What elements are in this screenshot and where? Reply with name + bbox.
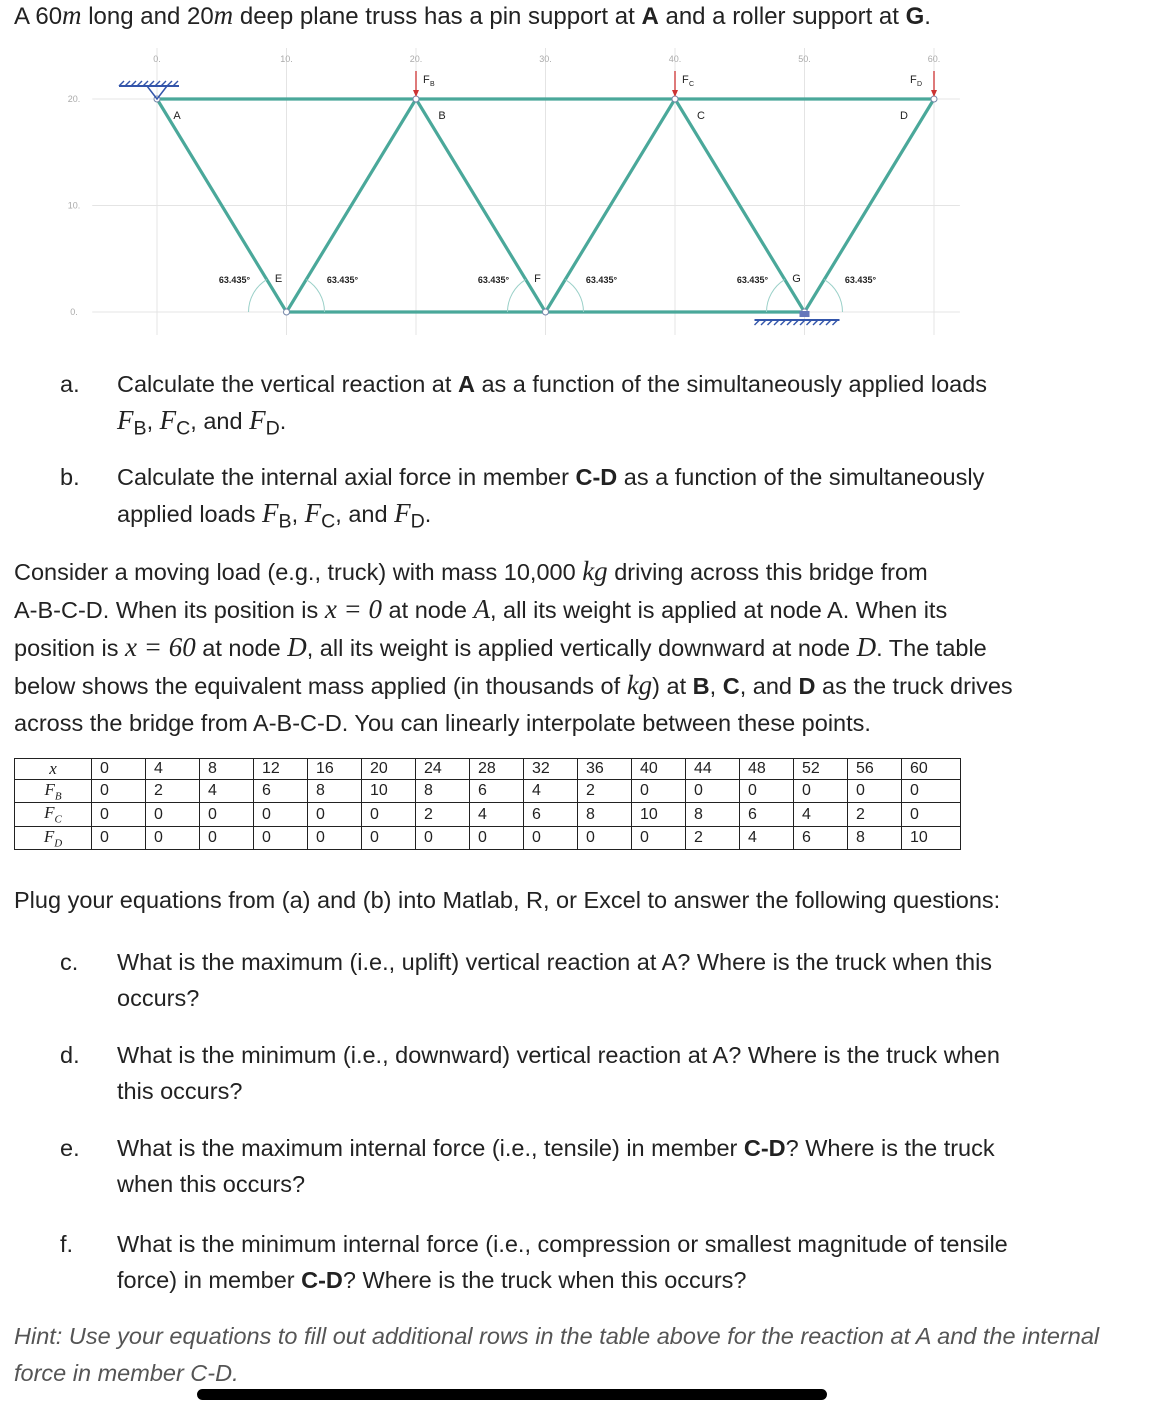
- text: ? Where is the truck when this occurs?: [342, 1267, 747, 1293]
- angle-arc-right: [306, 280, 324, 312]
- math-node: D: [856, 632, 877, 662]
- question-line: [117, 1130, 995, 1166]
- table-cell: 8: [686, 803, 740, 826]
- question-b: [60, 459, 1140, 539]
- text: applied loads: [117, 501, 263, 527]
- question-c: [60, 944, 1140, 1024]
- table-cell: 0: [146, 803, 200, 826]
- joint-f: [543, 309, 549, 315]
- member-label: C-D: [575, 464, 618, 490]
- table-cell: 32: [524, 759, 578, 780]
- table-cell: 56: [848, 759, 902, 780]
- table-cell: 0: [362, 803, 416, 826]
- load-label: F: [423, 74, 430, 86]
- x-tick-label: 40.: [668, 54, 682, 64]
- math-eq: x = 0: [324, 594, 383, 624]
- text: .: [424, 501, 432, 527]
- math-sub: D: [265, 417, 280, 440]
- table-row: [15, 803, 961, 826]
- paragraph-line: [14, 553, 1149, 591]
- table-cell: 8: [308, 780, 362, 803]
- row-header: [15, 780, 92, 803]
- text: Consider a moving load (e.g., truck) with mass 10,000: [14, 559, 583, 585]
- table-cell: 40: [632, 759, 686, 780]
- table-cell: 6: [254, 780, 308, 803]
- node-label-a: A: [173, 110, 181, 122]
- table-cell: 4: [524, 780, 578, 803]
- problem-statement-title: [14, 0, 931, 31]
- table-cell: 4: [200, 780, 254, 803]
- math-sub: D: [410, 510, 425, 533]
- table-cell: 0: [632, 826, 686, 849]
- text: Calculate the internal axial force in member: [117, 464, 576, 490]
- node-label: C: [722, 673, 740, 699]
- table-cell: 8: [848, 826, 902, 849]
- table-cell: 6: [740, 803, 794, 826]
- question-label: a.: [60, 371, 80, 397]
- node-labels: [173, 110, 908, 285]
- table-cell: 0: [848, 780, 902, 803]
- table-cell: 0: [470, 826, 524, 849]
- table-cell: 8: [200, 759, 254, 780]
- node-label: D: [798, 673, 816, 699]
- row-header: [15, 826, 92, 849]
- table-cell: 8: [578, 803, 632, 826]
- math-node: A: [473, 594, 490, 624]
- text: as a function of the simultaneously: [617, 464, 985, 490]
- node-label-c: C: [697, 110, 705, 122]
- table-cell: 60: [902, 759, 961, 780]
- table-cell: 20: [362, 759, 416, 780]
- text: ) at: [652, 673, 693, 699]
- text: ,: [709, 673, 723, 699]
- math-var: F: [249, 405, 266, 435]
- table-cell: 0: [254, 826, 308, 849]
- paragraph-line: [14, 591, 1149, 629]
- table-cell: 0: [902, 780, 961, 803]
- question-label: b.: [60, 464, 80, 490]
- table-cell: 6: [794, 826, 848, 849]
- question-f: [60, 1226, 1140, 1306]
- text: position is: [14, 635, 126, 661]
- table-cell: 0: [200, 803, 254, 826]
- math-var: F: [117, 405, 134, 435]
- x-tick-label: 0.: [153, 54, 161, 64]
- paragraph-line: across the bridge from A-B-C-D. You can linearly interpolate between these points.: [14, 710, 871, 736]
- text: .: [279, 408, 287, 434]
- question-line: [117, 459, 984, 495]
- text: ? Where is the truck: [785, 1135, 995, 1161]
- angle-arc-left: [249, 280, 267, 312]
- table-cell: 48: [740, 759, 794, 780]
- node-label-g: G: [792, 273, 801, 285]
- angle-arc-left: [507, 280, 525, 312]
- math-var: F: [262, 498, 279, 528]
- question-text: [117, 1226, 1008, 1298]
- text: , all its weight is applied at node A. When its: [490, 597, 948, 623]
- text: below shows the equivalent mass applied (in thousands of: [14, 673, 627, 699]
- load-distribution-table: [14, 758, 961, 850]
- home-indicator-bar[interactable]: [197, 1389, 827, 1400]
- x-tick-label: 30.: [539, 54, 552, 64]
- row-header-sub: D: [54, 837, 63, 850]
- x-tick-label: 20.: [409, 54, 423, 64]
- question-label: d.: [60, 1042, 80, 1068]
- question-text: [117, 366, 987, 447]
- instruction-line: Plug your equations from (a) and (b) into Matlab, R, or Excel to answer the following questions:: [14, 887, 1001, 913]
- table-cell: 10: [362, 780, 416, 803]
- math-sub: B: [278, 510, 292, 533]
- hint-text: Hint: Use your equations to fill out additional rows in the table above for the reaction at A and the internal force in member C-D.: [14, 1323, 1100, 1386]
- text: , and: [739, 673, 799, 699]
- text: at node: [382, 597, 474, 623]
- table-cell: 28: [470, 759, 524, 780]
- row-header-var: x: [49, 759, 57, 778]
- angle-label: 63.435°: [844, 275, 877, 285]
- node-label: B: [692, 673, 710, 699]
- question-line: this occurs?: [117, 1078, 243, 1104]
- table-cell: 44: [686, 759, 740, 780]
- angle-label: 63.435°: [736, 275, 769, 285]
- table-cell: 24: [416, 759, 470, 780]
- node-label-f: F: [534, 273, 541, 285]
- unit-kg: kg: [626, 670, 653, 700]
- paragraph-line: [14, 629, 1149, 667]
- truss-diagram: [50, 40, 980, 340]
- table-cell: 0: [740, 780, 794, 803]
- row-header-var: F: [44, 780, 55, 799]
- row-header-var: F: [44, 803, 55, 823]
- math-var: F: [304, 498, 322, 528]
- angle-arc-right: [565, 280, 583, 312]
- text: A-B-C-D. When its position is: [14, 597, 325, 623]
- node-a-label: A: [641, 3, 659, 30]
- math-sub: C: [176, 417, 191, 440]
- table-cell: 6: [470, 780, 524, 803]
- question-text: [117, 459, 984, 540]
- table-row: [15, 759, 961, 780]
- table-cell: 0: [92, 803, 146, 826]
- table-body: [15, 759, 961, 850]
- load-label-subscript: D: [917, 81, 923, 88]
- load-label: F: [682, 74, 689, 86]
- table-cell: 0: [524, 826, 578, 849]
- table-cell: 0: [146, 826, 200, 849]
- text: as a function of the simultaneously applied loads: [474, 371, 988, 397]
- row-header-var: F: [43, 826, 55, 846]
- table-cell: 2: [416, 803, 470, 826]
- question-line: What is the minimum (i.e., downward) vertical reaction at A? Where is the truck when: [117, 1042, 1000, 1068]
- table-cell: 0: [686, 780, 740, 803]
- table-cell: 12: [254, 759, 308, 780]
- angle-arc-right: [824, 280, 842, 312]
- question-line: What is the minimum internal force (i.e., compression or smallest magnitude of tensile: [117, 1231, 1008, 1257]
- load-arrows: [413, 71, 937, 97]
- row-header: [15, 803, 92, 826]
- paragraph-line: [14, 667, 1149, 705]
- angle-label: 63.435°: [477, 275, 510, 285]
- load-arrow-head: [672, 90, 678, 97]
- table-cell: 0: [308, 826, 362, 849]
- table-cell: 0: [254, 803, 308, 826]
- question-line: What is the maximum (i.e., uplift) vertical reaction at A? Where is the truck when this: [117, 949, 993, 975]
- unit-m: m: [213, 0, 234, 30]
- table-cell: 0: [416, 826, 470, 849]
- question-line: when this occurs?: [117, 1171, 306, 1197]
- text: driving across this bridge from: [607, 559, 928, 585]
- angle-label: 63.435°: [585, 275, 618, 285]
- table-cell: 0: [362, 826, 416, 849]
- text: at node: [195, 635, 288, 661]
- x-tick-label: 10.: [280, 54, 293, 64]
- node-label-d: D: [900, 110, 908, 122]
- load-arrow-head: [413, 90, 419, 97]
- question-text: [117, 1037, 1000, 1109]
- angle-label: 63.435°: [326, 275, 359, 285]
- question-a: [60, 366, 1140, 446]
- question-e: [60, 1130, 1140, 1210]
- text: . The table: [876, 635, 987, 661]
- table-cell: 0: [794, 780, 848, 803]
- question-d: [60, 1037, 1140, 1117]
- table-cell: 52: [794, 759, 848, 780]
- table-cell: 4: [794, 803, 848, 826]
- question-label: e.: [60, 1135, 80, 1161]
- node-label-b: B: [438, 110, 446, 122]
- table-cell: 0: [200, 826, 254, 849]
- table-cell: 4: [470, 803, 524, 826]
- table-cell: 0: [308, 803, 362, 826]
- node-label: A: [457, 371, 475, 397]
- angle-arc-left: [767, 280, 785, 312]
- question-text: [117, 944, 992, 1016]
- math-eq: x = 60: [125, 632, 196, 662]
- load-label-subscript: C: [689, 81, 695, 88]
- moving-load-paragraph: [14, 553, 1149, 742]
- joint-e: [284, 309, 290, 315]
- grid-lines: [92, 48, 960, 335]
- load-label: F: [910, 74, 917, 86]
- math-sub: B: [133, 417, 147, 440]
- question-line: [117, 366, 987, 402]
- table-cell: 36: [578, 759, 632, 780]
- question-line: occurs?: [117, 985, 200, 1011]
- unit-m: m: [62, 0, 82, 30]
- question-line: [117, 495, 984, 540]
- table-cell: 10: [632, 803, 686, 826]
- title-text: .: [924, 3, 931, 30]
- table-cell: 0: [92, 826, 146, 849]
- x-tick-label: 60.: [927, 54, 941, 64]
- angle-label: 63.435°: [218, 275, 251, 285]
- member-label: C-D: [301, 1267, 343, 1293]
- node-label-e: E: [274, 273, 283, 285]
- node-g-label: G: [905, 3, 925, 30]
- math-sub: C: [321, 510, 336, 533]
- table-cell: 0: [92, 780, 146, 803]
- text: , all its weight is applied vertically downward at node: [306, 635, 857, 661]
- math-var: F: [394, 498, 411, 528]
- question-label: f.: [60, 1231, 74, 1257]
- title-text: deep plane truss has a pin support at: [233, 3, 642, 30]
- unit-kg: kg: [582, 556, 608, 586]
- question-line: [117, 402, 987, 447]
- title-text: and a roller support at: [658, 3, 906, 30]
- y-tick-label: 20.: [67, 94, 81, 104]
- table-cell: 2: [848, 803, 902, 826]
- table-cell: 0: [578, 826, 632, 849]
- text: What is the maximum internal force (i.e., tensile) in member: [117, 1135, 744, 1161]
- text: , and: [335, 501, 395, 527]
- question-text: [117, 1130, 995, 1202]
- table-cell: 0: [92, 759, 146, 780]
- math-var: F: [159, 405, 177, 435]
- table-cell: 0: [632, 780, 686, 803]
- title-text: A 60: [14, 3, 63, 30]
- text: as the truck drives: [815, 673, 1013, 699]
- table-cell: 16: [308, 759, 362, 780]
- text: ,: [291, 501, 305, 527]
- row-header-sub: B: [54, 790, 62, 803]
- table-cell: 0: [902, 803, 961, 826]
- row-header: [15, 759, 92, 780]
- title-text: long and 20: [81, 3, 214, 30]
- table-cell: 2: [578, 780, 632, 803]
- math-node: D: [287, 632, 307, 662]
- table-row: [15, 826, 961, 849]
- table-cell: 2: [146, 780, 200, 803]
- question-label: c.: [60, 949, 79, 975]
- table-cell: 6: [524, 803, 578, 826]
- text: ,: [146, 408, 160, 434]
- load-label-subscript: B: [430, 81, 435, 88]
- text: force) in member: [117, 1267, 302, 1293]
- table-cell: 2: [686, 826, 740, 849]
- load-arrow-head: [931, 90, 937, 97]
- table-cell: 4: [146, 759, 200, 780]
- text: , and: [190, 408, 250, 434]
- text: Calculate the vertical reaction at: [117, 371, 458, 397]
- x-tick-label: 50.: [798, 54, 811, 64]
- table-row: [15, 780, 961, 803]
- table-cell: 4: [740, 826, 794, 849]
- question-line: [117, 1262, 1008, 1298]
- row-header-sub: C: [54, 813, 62, 826]
- y-tick-label: 0.: [70, 307, 78, 317]
- member-label: C-D: [743, 1135, 786, 1161]
- roller-support-block: [800, 311, 810, 317]
- table-cell: 8: [416, 780, 470, 803]
- y-tick-label: 10.: [67, 200, 81, 211]
- table-cell: 10: [902, 826, 961, 849]
